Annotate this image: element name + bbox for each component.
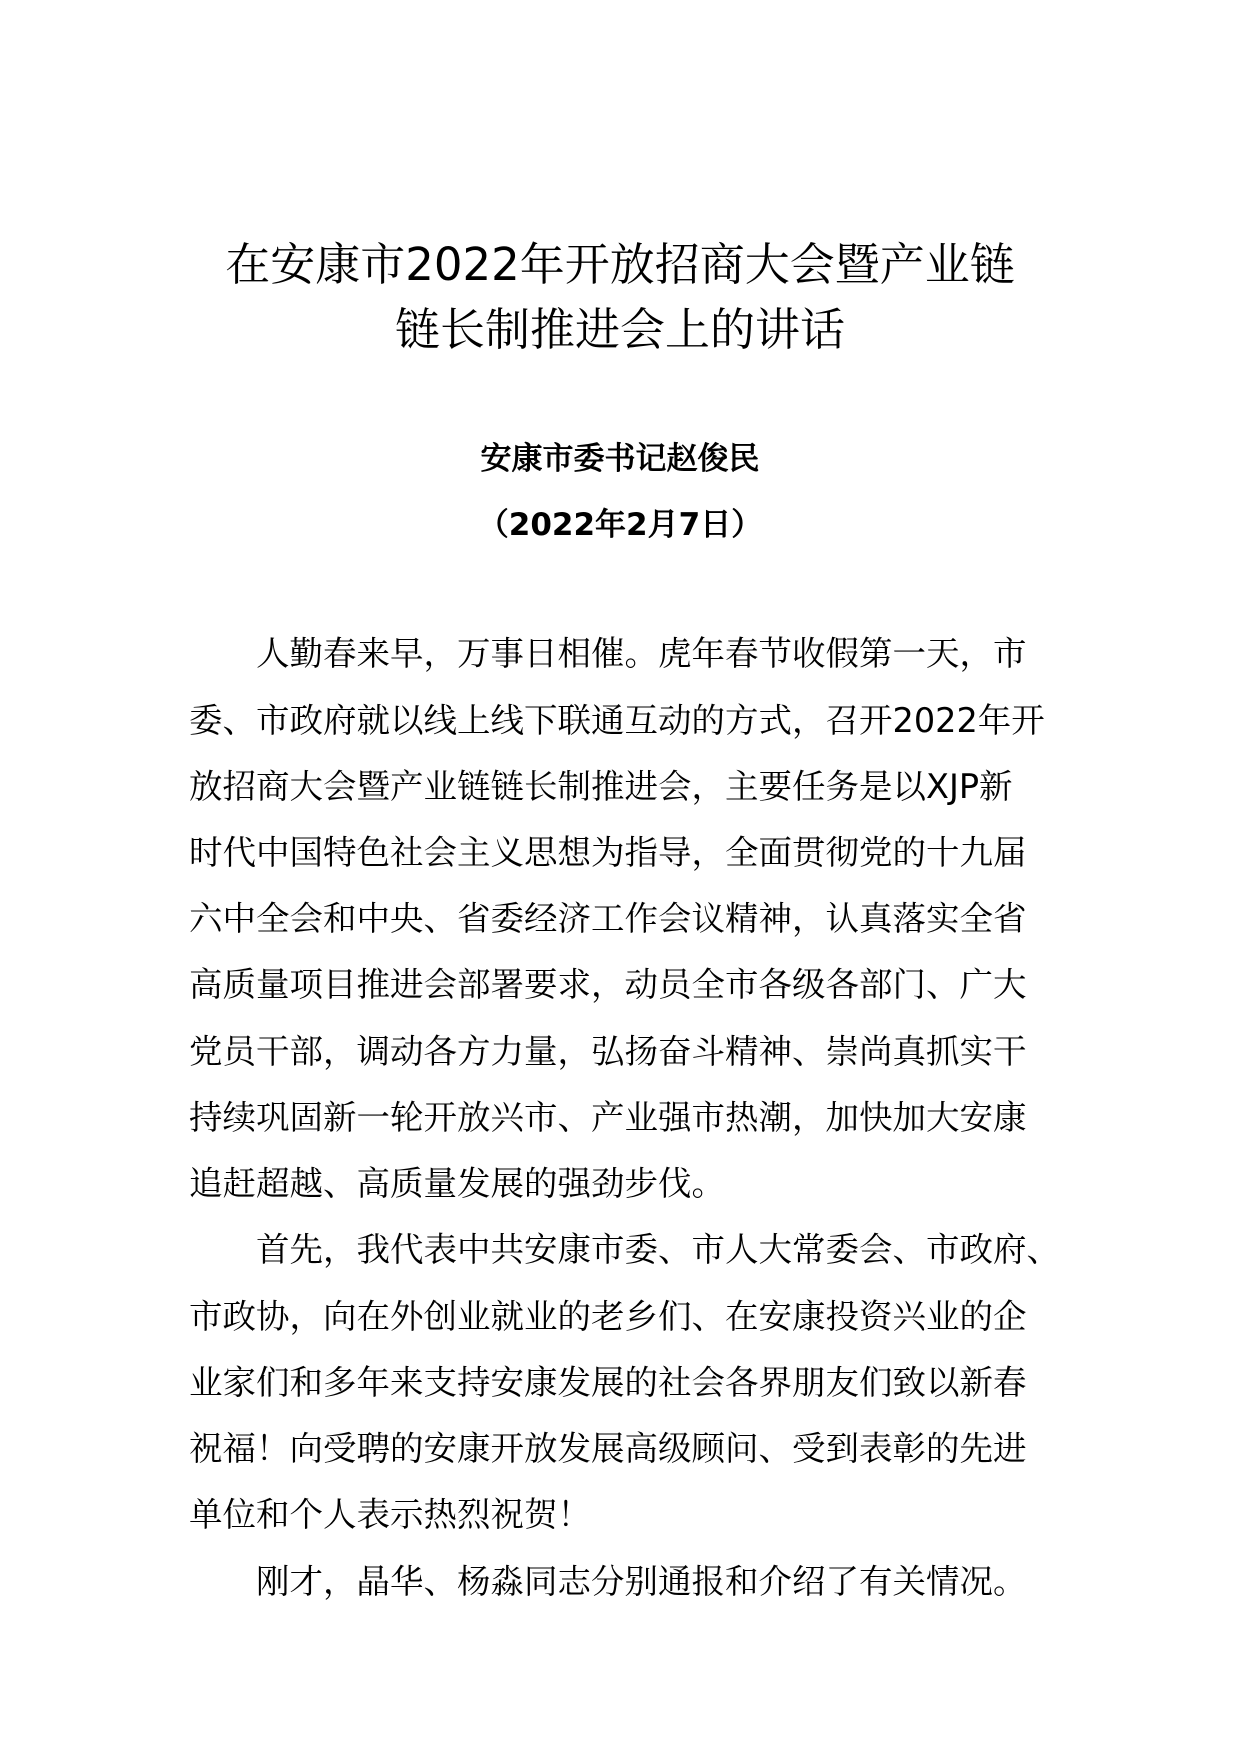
paragraph-1-line-8: 持续巩固新一轮开放兴市、产业强市热潮，加快加大安康: [189, 1098, 1027, 1137]
title-line-2: 链长制推进会上的讲话: [394, 303, 845, 356]
paragraph-2-line-4: 祝福！向受聘的安康开放发展高级顾问、受到表彰的先进: [189, 1429, 1027, 1468]
paragraph-2-line-2: 市政协，向在外创业就业的老乡们、在安康投资兴业的企: [189, 1297, 1027, 1336]
paragraph-1-line-4: 时代中国特色社会主义思想为指导，全面贯彻党的十九届: [189, 833, 1027, 872]
author-line: 安康市委书记赵俊民: [480, 441, 760, 477]
paragraph-1-line-1: 人勤春来早，万事日相催。虎年春节收假第一天，市: [256, 634, 1027, 673]
paragraph-2-line-1: 首先，我代表中共安康市委、市人大常委会、市政府、: [256, 1230, 1060, 1269]
paragraph-1-line-7: 党员干部，调动各方力量，弘扬奋斗精神、崇尚真抓实干: [189, 1032, 1027, 1071]
paragraph-2-line-5: 单位和个人表示热烈祝贺！: [189, 1495, 591, 1534]
paragraph-1-line-2: 委、市政府就以线上线下联通互动的方式，召开2022年开: [189, 701, 1045, 740]
paragraph-2-line-3: 业家们和多年来支持安康发展的社会各界朋友们致以新春: [189, 1363, 1027, 1402]
paragraph-1-line-5: 六中全会和中央、省委经济工作会议精神，认真落实全省: [189, 899, 1027, 938]
paragraph-3-line-1: 刚才，晶华、杨淼同志分别通报和介绍了有关情况。: [256, 1562, 1027, 1601]
paragraph-1-line-9: 追赶超越、高质量发展的强劲步伐。: [189, 1164, 725, 1203]
title-line-1: 在安康市2022年开放招商大会暨产业链: [225, 238, 1015, 291]
paragraph-1-line-6: 高质量项目推进会部署要求，动员全市各级各部门、广大: [189, 965, 1027, 1004]
date-line: （2022年2月7日）: [477, 507, 763, 543]
paragraph-1-line-3: 放招商大会暨产业链链长制推进会，主要任务是以XJP新: [189, 767, 1013, 806]
